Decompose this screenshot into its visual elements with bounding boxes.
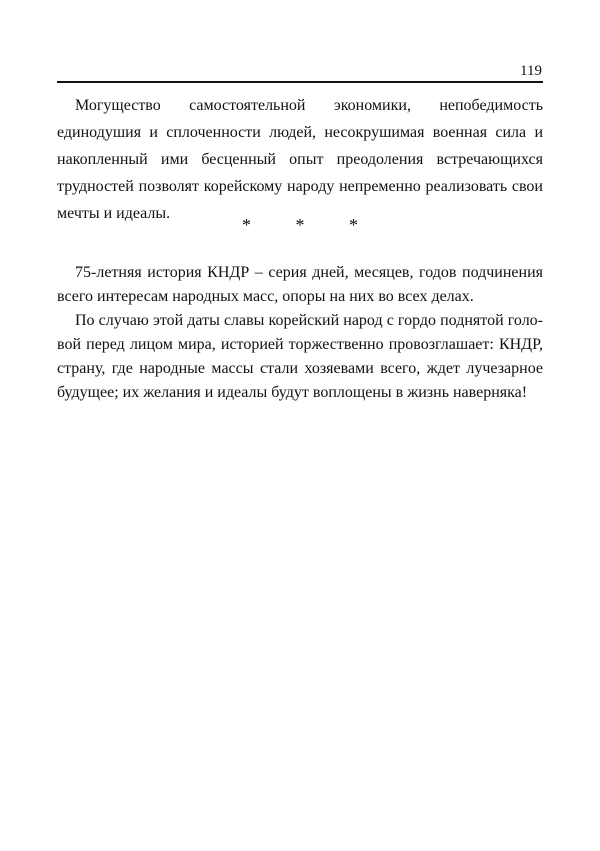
paragraph-future: По случаю этой даты славы корейский народ с гордо поднятой головой перед лицом мира, историей торжественно провозглашает: КНДР, страну, где народные массы стали хозяевами всего, ждет лучезарное будущее; их желания и идеалы будут воплощены в жизнь наверняка! <box>57 312 543 401</box>
header-rule <box>57 81 543 83</box>
paragraph-history: 75-летняя история КНДР – серия дней, месяцев, годов подчинения всего интересам народных масс, опоры на них во всех делах. <box>57 264 543 305</box>
text-block-top <box>57 92 543 227</box>
page-number: 119 <box>520 63 542 79</box>
paragraph-economy: Могущество самостоятельной экономики, непобедимость единодушия и сплоченности людей, несокрушимая военная сила и накопленный ими бесценный опыт преодоления встречающихся трудностей позволят корейскому народу непременно реализовать свои мечты и идеалы. <box>57 97 543 222</box>
section-separator: * * * <box>242 215 358 235</box>
text-block-bottom <box>57 261 543 405</box>
